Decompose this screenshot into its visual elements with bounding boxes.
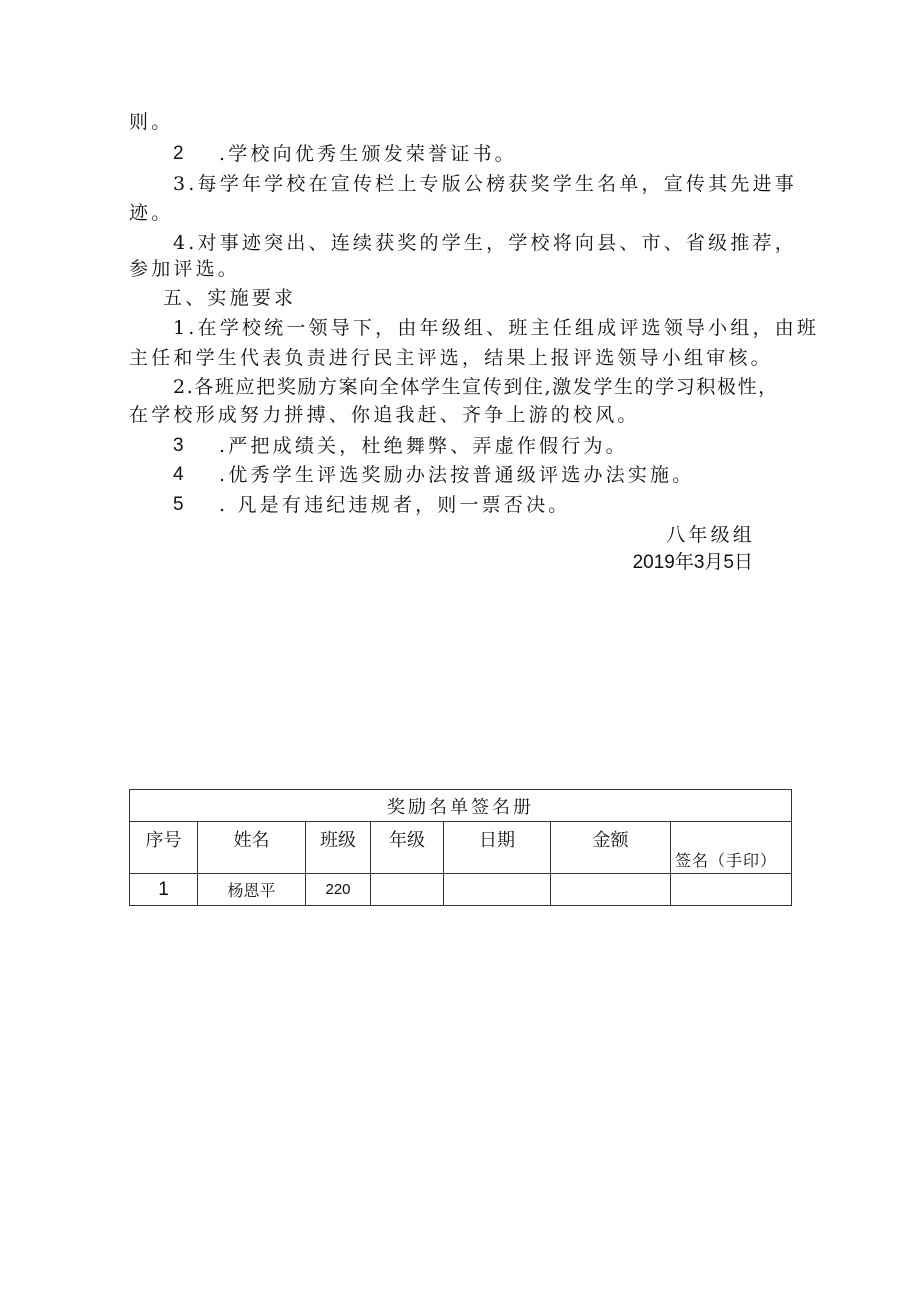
item-text: .优秀学生评选奖励办法按普通级评选办法实施。 <box>219 464 695 486</box>
item-continuation: 在学校形成努力拼搏、你追我赶、齐争上游的校风。 <box>129 404 640 426</box>
cell-name: 杨恩平 <box>198 874 306 906</box>
item-number: 3 <box>173 435 184 456</box>
item-text: .学校向优秀生颁发荣誉证书。 <box>219 143 517 165</box>
item-continuation: 主任和学生代表负责进行民主评选，结果上报评选领导小组审核。 <box>129 347 773 369</box>
signature-org: 八年级组 <box>666 524 755 546</box>
header-date: 日期 <box>444 822 551 874</box>
item-continuation: 参加评选。 <box>129 258 241 280</box>
cell-index: 1 <box>130 874 198 906</box>
item-text: 4.对事迹突出、连续获奖的学生，学校将向县、市、省级推荐， <box>173 232 797 254</box>
item-text: . 凡是有违纪违规者，则一票否决。 <box>219 494 571 516</box>
item-text: 1.在学校统一领导下，由年级组、班主任组成评选领导小组，由班 <box>173 317 820 339</box>
cell-grade <box>371 874 444 906</box>
cell-date <box>444 874 551 906</box>
cell-class: 220 <box>306 874 371 906</box>
header-amount: 金额 <box>551 822 671 874</box>
table-title: 奖励名单签名册 <box>130 790 792 822</box>
cell-amount <box>551 874 671 906</box>
item-text: 2.各班应把奖励方案向全体学生宣传到住,激发学生的学习积极性， <box>173 376 779 398</box>
table-header-row <box>130 822 792 874</box>
item-text: 3.每学年学校在宣传栏上专版公榜获奖学生名单，宣传其先进事 <box>173 173 797 195</box>
header-class: 班级 <box>306 822 371 874</box>
paragraph-line: 则。 <box>129 111 174 133</box>
item-continuation: 迹。 <box>129 202 174 224</box>
header-name: 姓名 <box>198 822 306 874</box>
reward-signature-table <box>129 789 792 906</box>
signature-date: 2019年3月5日 <box>632 552 753 573</box>
header-index: 序号 <box>130 822 198 874</box>
item-text: .严把成绩关，杜绝舞弊、弄虚作假行为。 <box>219 435 628 457</box>
item-number: 2 <box>173 143 184 164</box>
item-number: 4 <box>173 464 184 485</box>
header-signature: 签名（手印） <box>671 822 792 874</box>
header-grade: 年级 <box>371 822 444 874</box>
table-row <box>130 874 792 906</box>
section-heading: 五、实施要求 <box>163 287 297 309</box>
item-number: 5 <box>173 494 184 515</box>
cell-signature <box>671 874 792 906</box>
